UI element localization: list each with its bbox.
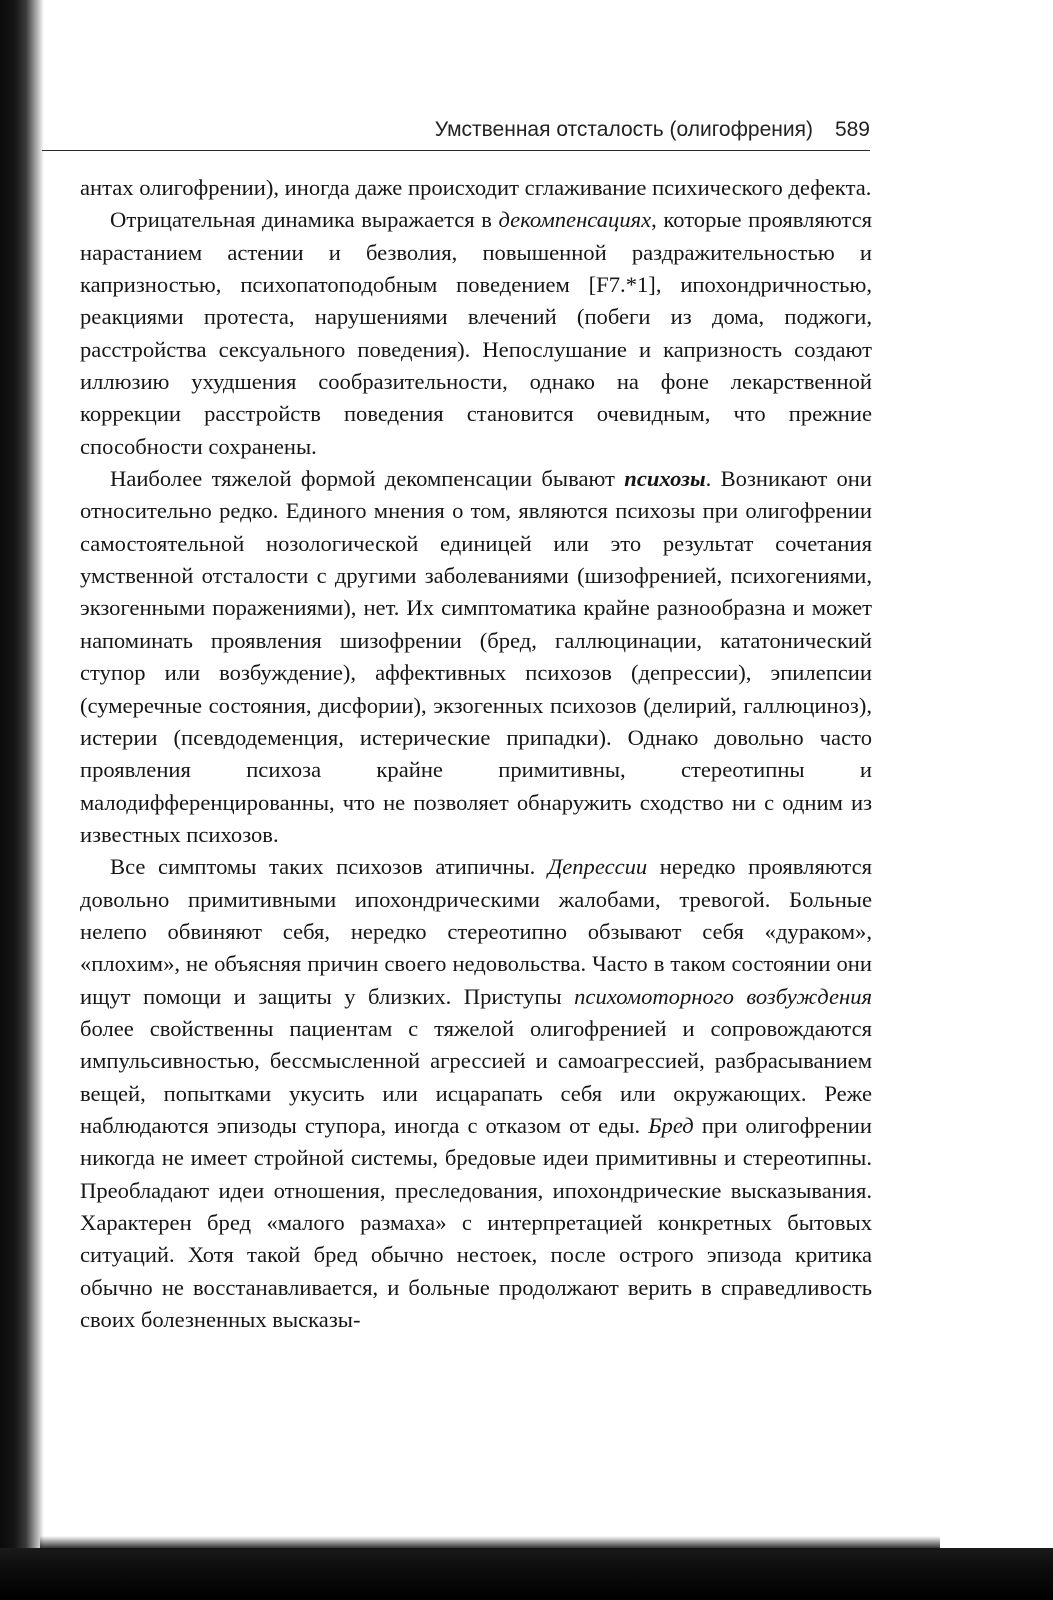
paragraph-1 (80, 172, 872, 204)
paragraph-4-text-3: более свойственны пациентам с тяжелой олигофренией и сопровождаются импульсивностью, бессмысленной агрессией и самоагрессией, разбрасыванием вещей, попытками укусить или исцарапать себя или окружающих. Реже наблюдаются эпизоды ступора, иногда с отказом от еды. (80, 1015, 872, 1138)
term-psychoses: психозы (624, 466, 706, 492)
paragraph-3-text-1: Наиболее тяжелой формой декомпенсации бывают (110, 466, 625, 492)
binding-shadow (0, 0, 44, 1600)
term-decompensations: декомпенсациях (498, 207, 652, 233)
term-depressions: Депрессии (547, 854, 648, 880)
paragraph-2-text-2: , которые проявляются нарастанием астении и безволия, повышенной раздражительностью и капризностью, психопатоподобным поведением [F7.*1], ипохондричностью, реакциями протеста, нарушениями влечений (побеги из дома, поджоги, расстройства сексуального поведения). Непослушание и капризность создают иллюзию ухудшения сообразительности, однако на фоне лекарственной коррекции расстройств поведения становится очевидным, что прежние способности сохранены. (80, 207, 872, 459)
bottom-scan-shadow (0, 1548, 1053, 1600)
paragraph-4-text-4: при олигофрении никогда не имеет стройной системы, бредовые идеи примитивны и стереотипны. Преобладают идеи отношения, преследования, ипохондрические высказывания. Характерен бред «малого размаха» с интерпретацией конкретных бытовых ситуаций. Хотя такой бред обычно нестоек, после острого эпизода критика обычно не восстанавливается, и больные продолжают верить в справедливость своих болезненных высказы- (80, 1112, 872, 1333)
running-header (370, 118, 870, 142)
paragraph-1-text: антах олигофрении), иногда даже происходит сглаживание психического дефекта. (80, 175, 872, 200)
paragraph-4-text-2: нередко проявляются довольно примитивными ипохондрическими жалобами, тревогой. Больные нелепо обвиняют себя, нередко стереотипно обзывают себя «дураком», «плохим», не объясняя причин своего недовольства. Часто в таком состоянии они ищут помощи и защиты у близких. Приступы (80, 854, 872, 1009)
paragraph-2-text-1: Отрицательная динамика выражается в (110, 207, 499, 233)
running-header-title: Умственная отсталость (олигофрения) (434, 118, 813, 141)
paragraph-3-text-2: . Возникают они относительно редко. Единого мнения о том, являются психозы при олигофрении самостоятельной нозологической единицей или это результат сочетания умственной отсталости с другими заболеваниями (шизофренией, психогениями, экзогенными поражениями), нет. Их симптоматика крайне разнообразна и может напоминать проявления шизофрении (бред, галлюцинации, кататонический ступор или возбуждение), аффективных психозов (депрессии), эпилепсии (сумеречные состояния, дисфории), экзогенных психозов (делирий, галлюциноз), истерии (псевдодеменция, истерические припадки). Однако довольно часто проявления психоза крайне примитивны, стереотипны и малодифференцированны, что не позволяет обнаружить сходство ни с одним из известных психозов. (80, 466, 872, 847)
term-delusion: Бред (648, 1112, 694, 1138)
paragraph-4-text-1: Все симптомы таких психозов атипичны. (110, 854, 548, 880)
paragraph-3 (80, 463, 872, 851)
paragraph-2 (80, 204, 872, 463)
page-number: 589 (834, 118, 870, 141)
paragraph-4 (80, 851, 872, 1336)
header-rule (42, 150, 870, 151)
body-text (80, 172, 872, 1336)
term-psychomotor-agitation: психомоторного возбуждения (574, 983, 872, 1009)
